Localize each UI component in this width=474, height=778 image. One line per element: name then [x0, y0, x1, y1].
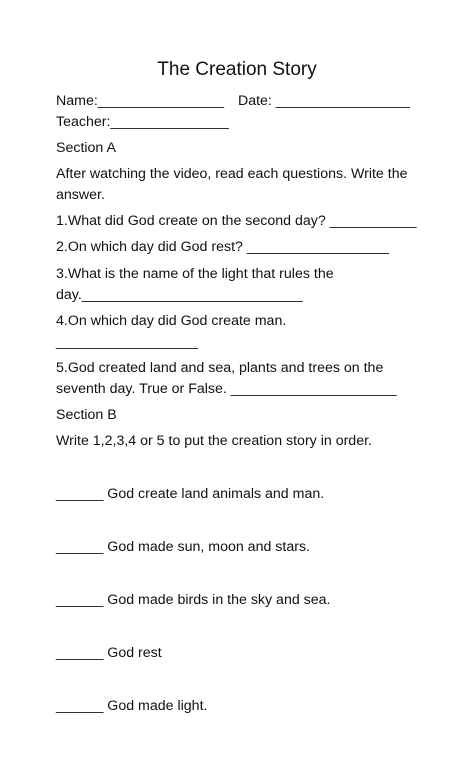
order-item-text: God rest: [107, 645, 162, 661]
order-item: [56, 696, 207, 716]
section-b-instructions: Write 1,2,3,4 or 5 to put the creation story in order.: [56, 433, 372, 449]
order-item: [56, 590, 330, 610]
teacher-field: Teacher:_______________: [56, 114, 229, 130]
order-blank: ______: [56, 539, 104, 555]
section-a-instructions-line1: After watching the video, read each questions. Write the: [56, 166, 408, 182]
order-item: [56, 484, 324, 504]
section-a-instructions-line2: answer.: [56, 187, 105, 203]
question-3-line2: day.____________________________: [56, 287, 303, 303]
order-item-text: God made light.: [107, 698, 208, 714]
section-a-heading: Section A: [56, 140, 116, 156]
page-title: The Creation Story: [157, 59, 317, 80]
order-item-text: God made sun, moon and stars.: [107, 539, 310, 555]
order-item-text: God create land animals and man.: [107, 486, 325, 502]
order-item: [56, 537, 310, 557]
order-item: [56, 643, 162, 663]
question-5-line1: 5.God created land and sea, plants and trees on the: [56, 360, 384, 376]
date-field: Date: _________________: [237, 93, 410, 109]
section-b-heading: Section B: [56, 407, 117, 423]
question-4-line1: 4.On which day did God create man.: [56, 313, 287, 329]
order-blank: ______: [56, 592, 104, 608]
question-3-line1: 3.What is the name of the light that rules the: [56, 266, 334, 282]
order-blank: ______: [56, 645, 104, 661]
question-2: 2.On which day did God rest? __________________: [56, 239, 389, 255]
question-5-line2: seventh day. True or False. _____________________: [56, 381, 397, 397]
order-item-text: God made birds in the sky and sea.: [107, 592, 331, 608]
question-1: 1.What did God create on the second day? ___________: [56, 213, 417, 229]
question-4-line2: __________________: [56, 334, 199, 350]
order-blank: ______: [56, 486, 104, 502]
name-field: Name:________________: [56, 93, 225, 109]
order-blank: ______: [56, 698, 104, 714]
name-date-line: [56, 91, 410, 111]
